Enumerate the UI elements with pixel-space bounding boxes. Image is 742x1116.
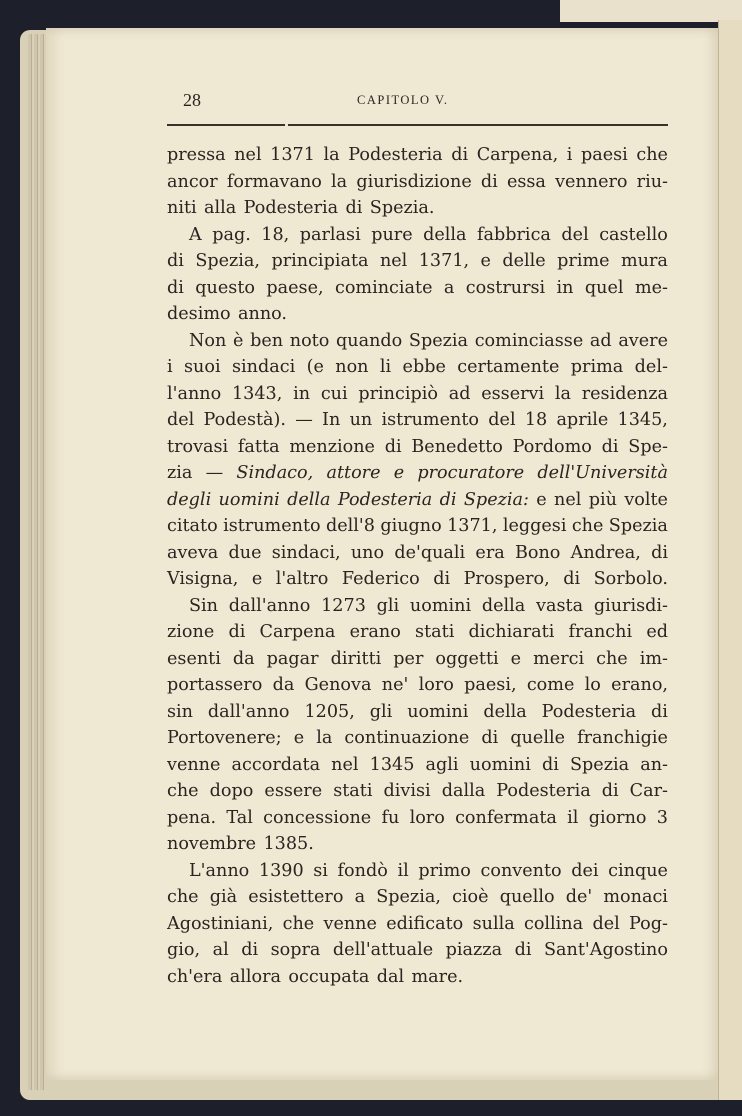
- text-line: del Podestà). — In un istrumento del 18 aprile 1345,: [167, 410, 668, 430]
- text-line: Portovenere; e la continuazione di quelle franchigie: [167, 728, 668, 748]
- text-line: niti alla Podesteria di Spezia.: [167, 198, 435, 218]
- body-text: [167, 142, 668, 990]
- text-line: esenti da pagar diritti per oggetti e merci che im-: [167, 648, 668, 669]
- text-line: che dopo essere stati divisi dalla Podesteria di Car-: [167, 781, 668, 801]
- text-line: di questo paese, cominciate a costrursi in quel me-: [167, 277, 668, 298]
- header-rule: [167, 124, 285, 126]
- text-line: pressa nel 1371 la Podesteria di Carpena, i paesi che: [167, 145, 668, 165]
- text-line: Agostiniani, che venne edificato sulla collina del Pog-: [167, 913, 668, 934]
- text-line: portassero da Genova ne' loro paesi, come lo erano,: [167, 675, 668, 695]
- text-line: degli uomini della Podesteria di Spezia: e nel più volte: [167, 489, 668, 510]
- text-line: zione di Carpena erano stati dichiarati franchi ed: [167, 622, 668, 642]
- text-line: Non è ben noto quando Spezia cominciasse ad avere: [189, 330, 668, 351]
- facing-page-edge: [718, 20, 742, 1100]
- header-rule: [288, 124, 668, 126]
- text-line: l'anno 1343, in cui principiò ad esservi la residenza: [167, 383, 668, 404]
- text-line: L'anno 1390 si fondò il primo convento dei cinque: [189, 860, 668, 881]
- text-line: citato istrumento dell'8 giugno 1371, leggesi che Spezia: [167, 516, 668, 536]
- text-line: sin dall'anno 1205, gli uomini della Podesteria di: [167, 701, 668, 722]
- text-line: pena. Tal concessione fu loro confermata il giorno 3: [167, 807, 668, 828]
- page-edge: [28, 34, 32, 1090]
- text-line: gio, al di sopra dell'attuale piazza di Sant'Agostino: [167, 940, 668, 960]
- page-edge: [34, 34, 38, 1090]
- text-line: Sin dall'anno 1273 gli uomini della vasta giurisdi-: [189, 595, 668, 616]
- text-line: Visigna, e l'altro Federico di Prospero, di Sorbolo.: [167, 569, 668, 589]
- page-edge: [40, 34, 44, 1090]
- text-line: venne accordata nel 1345 agli uomini di Spezia an-: [167, 754, 668, 775]
- text-line: zia — Sindaco, attore e procuratore dell'Università: [167, 463, 668, 483]
- text-line: ancor formavano la giurisdizione di essa vennero riu-: [167, 171, 668, 192]
- text-line: A pag. 18, parlasi pure della fabbrica del castello: [189, 224, 668, 245]
- text-line: che già esistettero a Spezia, cioè quello de' monaci: [167, 887, 668, 907]
- text-line: aveva due sindaci, uno de'quali era Bono Andrea, di: [167, 542, 668, 563]
- underlying-paper: [560, 0, 742, 22]
- text-line: novembre 1385.: [167, 834, 314, 854]
- page-number: 28: [183, 90, 201, 110]
- text-line: i suoi sindaci (e non li ebbe certamente prima del-: [167, 357, 668, 377]
- running-header: CAPITOLO V.: [357, 93, 449, 107]
- text-line: ch'era allora occupata dal mare.: [167, 966, 464, 987]
- text-line: trovasi fatta menzione di Benedetto Pordomo di Spe-: [167, 436, 668, 457]
- text-line: di Spezia, principiata nel 1371, e delle prime mura: [167, 251, 668, 271]
- text-line: desimo anno.: [167, 304, 288, 324]
